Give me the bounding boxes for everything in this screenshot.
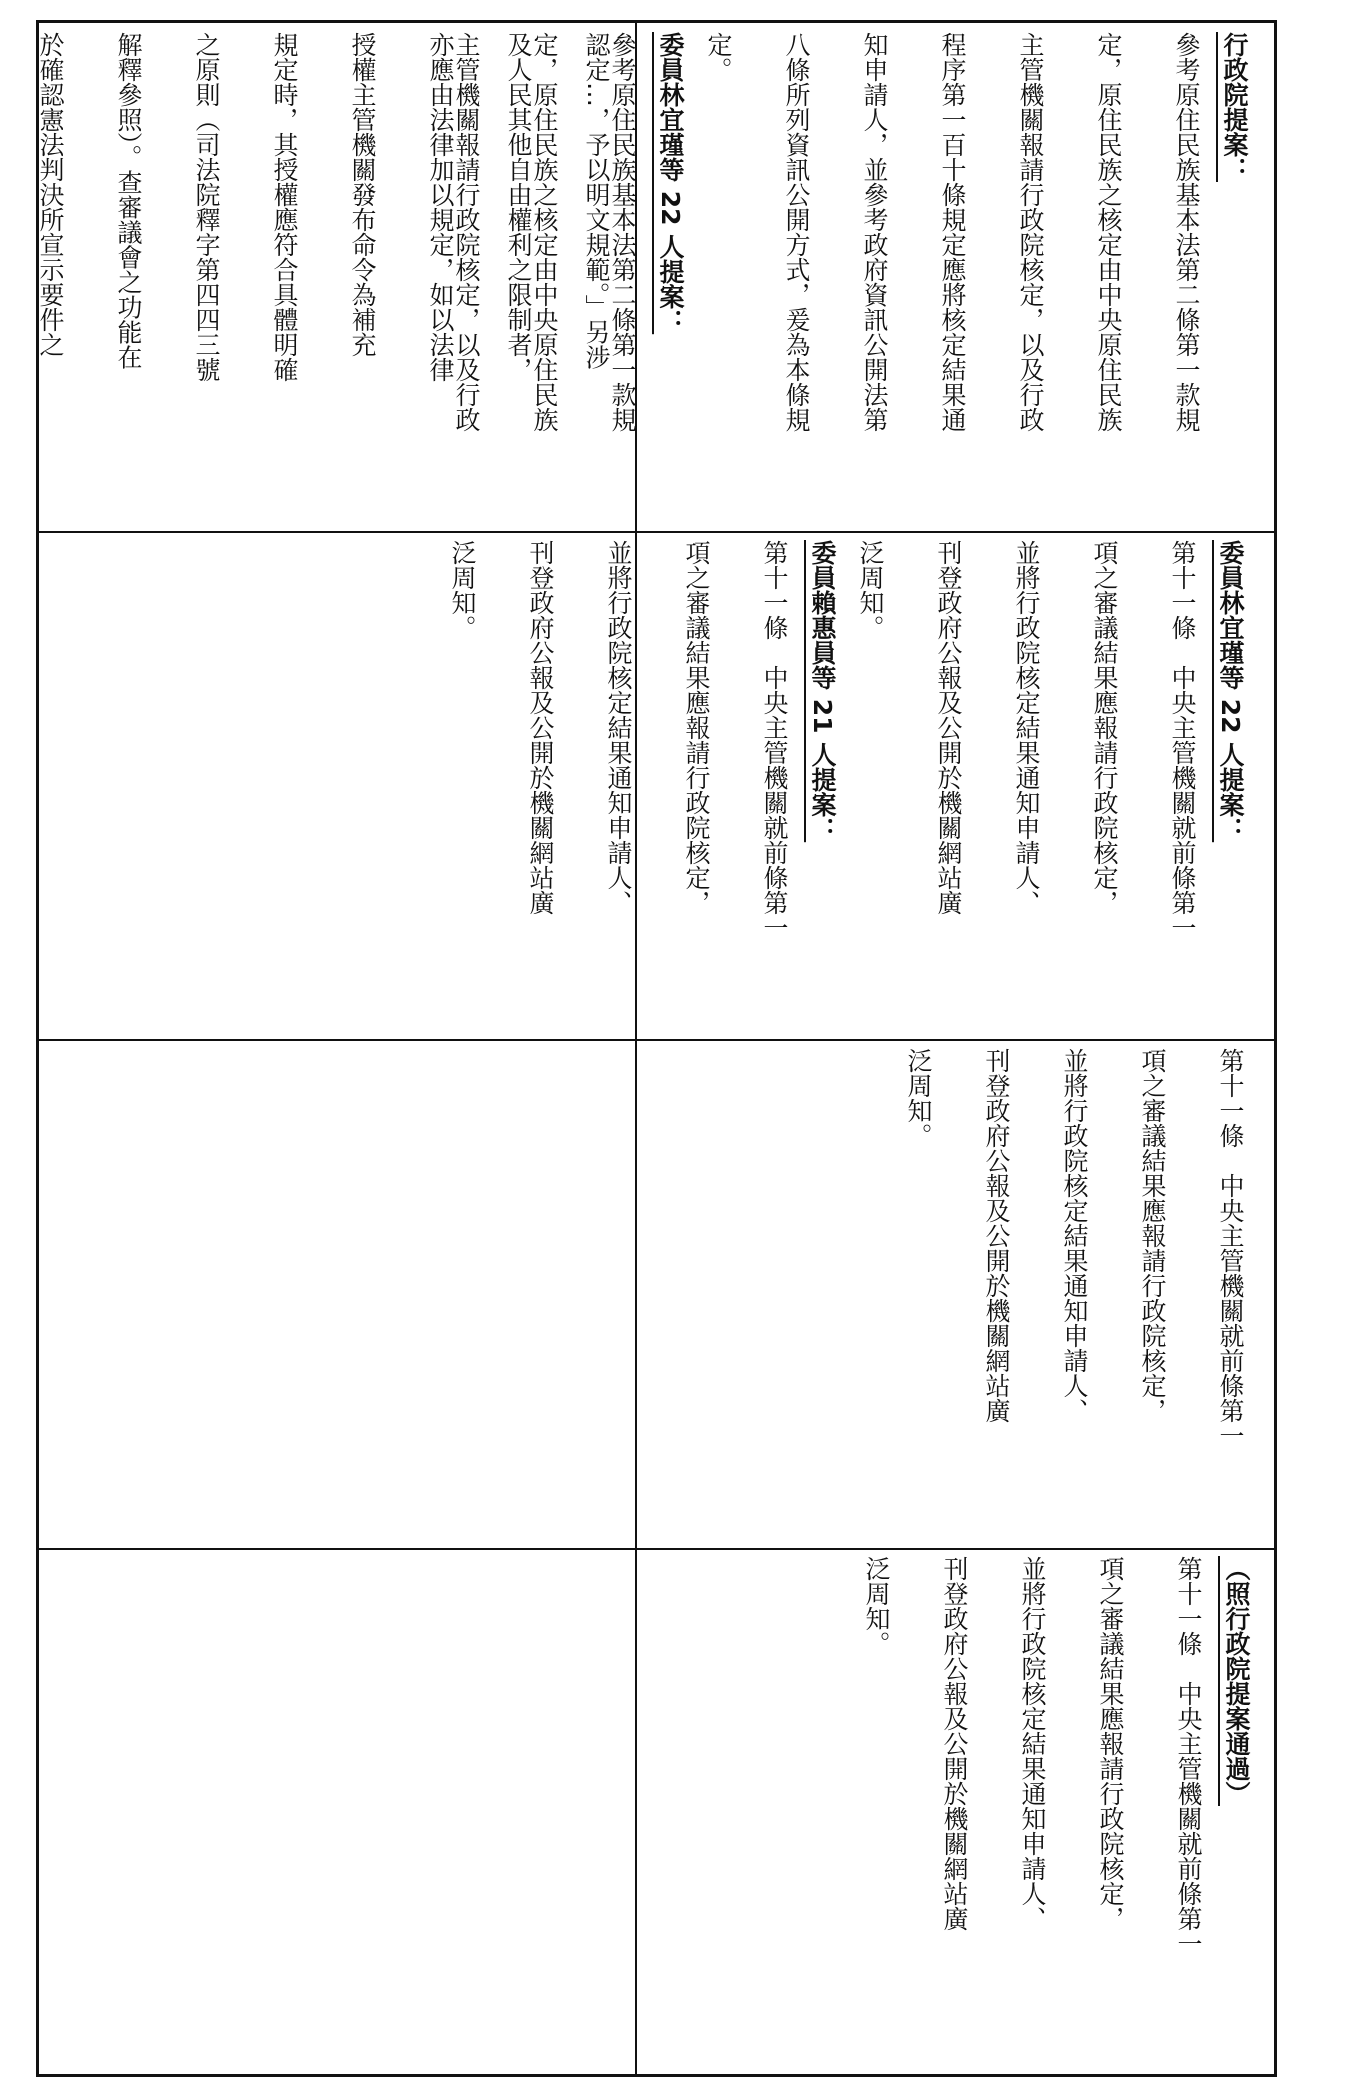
lin-reason-line: 參考原住民族基本法第二條第一款規 bbox=[608, 32, 637, 432]
table-border-right bbox=[1274, 20, 1277, 2077]
lin-reason-header: 委員林宜瑾等 22 人提案： bbox=[656, 32, 685, 335]
lin-reason-line: 主管機關報請行政院核定，以及行政 bbox=[452, 32, 481, 432]
proposal-lin-line: 並將行政院核定結果通知申請人、 bbox=[1012, 540, 1041, 915]
proposal-lai-header: 委員賴惠員等 21 人提案： bbox=[808, 540, 837, 843]
reason-text-line: 於確認憲法判決所宣示要件之 bbox=[36, 32, 65, 357]
kept-article-line: 刊登政府公報及公開於機關網站廣 bbox=[940, 1556, 969, 1931]
exec-prev-cell bbox=[40, 1048, 632, 1544]
proposals-cell bbox=[448, 540, 1272, 1036]
exec-article-line: 項之審議結果應報請行政院核定， bbox=[1138, 1048, 1167, 1423]
exec-article-line: 第十一條 中央主管機關就前條第一 bbox=[1216, 1048, 1245, 1448]
proposal-lin-line: 第十一條 中央主管機關就前條第一 bbox=[1168, 540, 1197, 940]
kept-article-line: 並將行政院核定結果通知申請人、 bbox=[1018, 1556, 1047, 1931]
table-divider-3 bbox=[36, 1548, 1277, 1550]
proposal-lin-line: 項之審議結果應報請行政院核定， bbox=[1090, 540, 1119, 915]
reason-text-line: 授權主管機關發布命令為補充 bbox=[348, 32, 377, 357]
exec-article-line: 刊登政府公報及公開於機關網站廣 bbox=[982, 1048, 1011, 1423]
kept-header: （照行政院提案通過） bbox=[1222, 1556, 1251, 1806]
kept-article-line: 項之審議結果應報請行政院核定， bbox=[1096, 1556, 1125, 1931]
table-divider-1 bbox=[36, 531, 1277, 533]
kept-article-line: 泛周知。 bbox=[862, 1556, 891, 1656]
table-divider-2 bbox=[36, 1039, 1277, 1041]
kept-article-line: 第十一條 中央主管機關就前條第一 bbox=[1174, 1556, 1203, 1956]
reason-text-line: 認定…，予以明文規範。」另涉 bbox=[582, 32, 611, 370]
exec-reason-line: 主管機關報請行政院核定，以及行政 bbox=[1016, 32, 1045, 432]
exec-reason-line: 八條所列資訊公開方式，爰為本條規 bbox=[782, 32, 811, 432]
reason-text-line: 及人民其他自由權利之限制者， bbox=[504, 32, 533, 382]
proposal-lai-line: 泛周知。 bbox=[448, 540, 477, 640]
kept-prev-cell bbox=[40, 1556, 632, 2070]
exec-reason-header: 行政院提案： bbox=[1220, 32, 1249, 182]
exec-reason-line: 定。 bbox=[704, 32, 733, 82]
proposal-lai-line: 刊登政府公報及公開於機關網站廣 bbox=[526, 540, 555, 915]
lin-reason-line: 定，原住民族之核定由中央原住民族 bbox=[530, 32, 559, 432]
exec-article-cell bbox=[640, 1048, 1272, 1544]
reason-text-line: 亦應由法律加以規定，如以法律 bbox=[426, 32, 455, 382]
proposal-lin-line: 刊登政府公報及公開於機關網站廣 bbox=[934, 540, 963, 915]
proposal-lin-header: 委員林宜瑾等 22 人提案： bbox=[1216, 540, 1245, 843]
exec-reason-line: 知申請人，並參考政府資訊公開法第 bbox=[860, 32, 889, 432]
exec-reason-line: 參考原住民族基本法第二條第一款規 bbox=[1172, 32, 1201, 432]
proposal-lai-line: 第十一條 中央主管機關就前條第一 bbox=[760, 540, 789, 940]
exec-reason-line: 程序第一百十條規定應將核定結果通 bbox=[938, 32, 967, 432]
proposal-lin-line: 泛周知。 bbox=[856, 540, 885, 640]
exec-reason-line: 定，原住民族之核定由中央原住民族 bbox=[1094, 32, 1123, 432]
reason-text-line: 解釋參照）。查審議會之功能在 bbox=[114, 32, 143, 370]
proposal-lai-line: 並將行政院核定結果通知申請人、 bbox=[604, 540, 633, 915]
kept-article-cell bbox=[640, 1556, 1272, 2070]
proposals-text bbox=[448, 540, 1272, 1036]
reason-text-line: 規定時，其授權應符合具體明確 bbox=[270, 32, 299, 382]
exec-article-text bbox=[640, 1048, 1272, 1544]
reason-text-line: 之原則（司法院釋字第四四三號 bbox=[192, 32, 221, 382]
proposal-lai-line: 項之審議結果應報請行政院核定， bbox=[682, 540, 711, 915]
table-border-top bbox=[36, 20, 1277, 23]
reason-text-line bbox=[0, 32, 26, 528]
exec-article-line: 並將行政院核定結果通知申請人、 bbox=[1060, 1048, 1089, 1423]
table-border-bottom bbox=[36, 2074, 1277, 2077]
kept-article-text bbox=[640, 1556, 1272, 2070]
exec-article-line: 泛周知。 bbox=[904, 1048, 933, 1148]
